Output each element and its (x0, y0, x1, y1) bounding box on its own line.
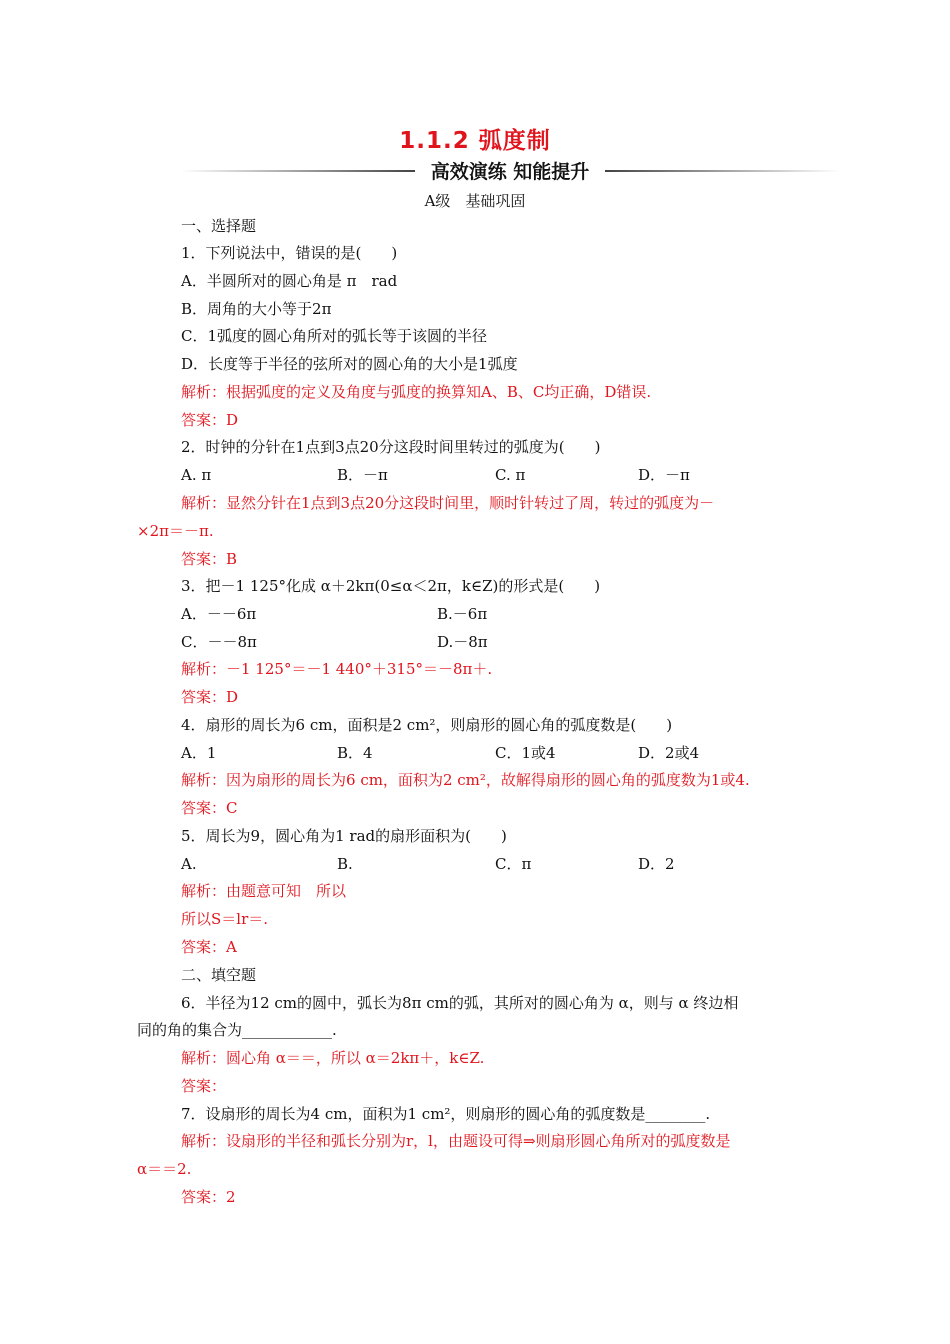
q6-analysis: 解析：圆心角 α＝＝，所以 α＝2kπ＋，k∈Z. (181, 1049, 485, 1067)
q4-answer: 答案：C (181, 799, 238, 817)
q5-analysis: 解析：由题意可知 所以 (181, 882, 347, 900)
q4-option-b: B．4 (337, 744, 373, 762)
q5-answer: 答案：A (181, 938, 237, 956)
q2-option-d: D．－π (638, 466, 690, 484)
q2-answer: 答案：B (181, 550, 238, 568)
q4-stem: 4．扇形的周长为6 cm，面积是2 cm²，则扇形的圆心角的弧度数是( ) (181, 716, 673, 734)
q3-option-a: A．－－6π (181, 605, 257, 623)
q2-option-c: C. π (495, 466, 526, 484)
q2-stem: 2．时钟的分针在1点到3点20分这段时间里转过的弧度为( ) (181, 438, 601, 456)
q5-option-d: D．2 (638, 855, 675, 873)
q1-option-a: A．半圆所对的圆心角是 π rad (181, 272, 398, 290)
q7-analysis: 解析：设扇形的半径和弧长分别为r，l，由题设可得⇒则扇形圆心角所对的弧度数是 (181, 1132, 731, 1150)
q4-analysis: 解析：因为扇形的周长为6 cm，面积为2 cm²，故解得扇形的圆心角的弧度数为1或4. (181, 771, 750, 789)
q3-answer: 答案：D (181, 688, 239, 706)
banner-divider-left (180, 170, 415, 172)
q3-option-d: D.－8π (437, 633, 488, 651)
q7-stem: 7．设扇形的周长为4 cm，面积为1 cm²，则扇形的圆心角的弧度数是________. (181, 1105, 711, 1123)
section-heading-choice: 一、选择题 (181, 217, 257, 235)
q1-analysis: 解析：根据弧度的定义及角度与弧度的换算知A、B、C均正确，D错误. (181, 383, 652, 401)
banner-text: 高效演练 知能提升 (430, 161, 590, 183)
q3-option-c: C．－－8π (181, 633, 257, 651)
q2-option-b: B．－π (337, 466, 388, 484)
q3-stem: 3．把－1 125°化成 α＋2kπ(0≤α＜2π，k∈Z)的形式是( ) (181, 577, 601, 595)
q5-stem: 5．周长为9，圆心角为1 rad的扇形面积为( ) (181, 827, 507, 845)
section-heading-fill: 二、填空题 (181, 966, 257, 984)
banner-divider-right (605, 170, 840, 172)
q4-option-c: C．1或4 (495, 744, 556, 762)
q2-option-a: A. π (181, 466, 212, 484)
q3-analysis: 解析：－1 125°＝－1 440°＋315°＝－8π＋. (181, 660, 493, 678)
q2-analysis: 解析：显然分针在1点到3点20分这段时间里，顺时针转过了周，转过的弧度为－ (181, 494, 715, 512)
q1-stem: 1．下列说法中，错误的是( ) (181, 244, 398, 262)
page-title: 1.1.2 弧度制 (399, 128, 551, 154)
q5-option-c: C．π (495, 855, 532, 873)
section-banner (180, 157, 840, 185)
q6-stem: 6．半径为12 cm的圆中，弧长为8π cm的弧，其所对的圆心角为 α，则与 α 终边相 (181, 994, 739, 1012)
q1-option-d: D．长度等于半径的弦所对的圆心角的大小是1弧度 (181, 355, 518, 373)
q3-option-b: B.－6π (437, 605, 488, 623)
q7-analysis-cont: α＝＝2. (137, 1160, 192, 1178)
q4-option-a: A．1 (181, 744, 217, 762)
q5-option-b: B. (337, 855, 353, 873)
q6-stem-cont: 同的角的集合为____________. (137, 1021, 337, 1039)
q1-answer: 答案：D (181, 411, 239, 429)
q5-option-a: A. (181, 855, 197, 873)
q6-answer: 答案： (181, 1077, 227, 1095)
q1-option-b: B．周角的大小等于2π (181, 300, 332, 318)
q1-option-c: C．1弧度的圆心角所对的弧长等于该圆的半径 (181, 327, 488, 345)
level-label: A级 基础巩固 (424, 192, 526, 210)
q5-analysis-cont: 所以S＝lr＝. (181, 910, 269, 928)
q7-answer: 答案：2 (181, 1188, 236, 1206)
q4-option-d: D．2或4 (638, 744, 700, 762)
q2-analysis-cont: ×2π＝－π. (137, 522, 214, 540)
